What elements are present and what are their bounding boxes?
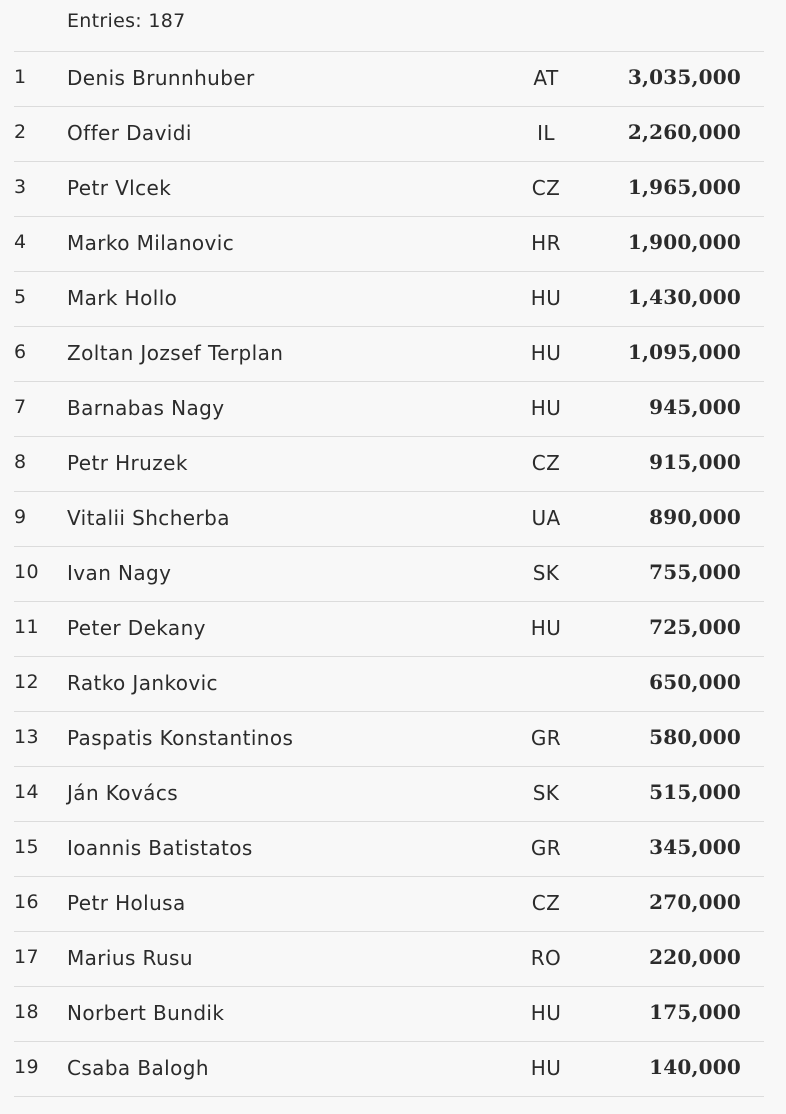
player-name-cell: Marko Milanovic (67, 231, 235, 255)
position-cell: 10 (14, 561, 39, 583)
table-row (14, 382, 764, 437)
table-row (14, 327, 764, 382)
country-cell: HU (530, 1056, 562, 1080)
prize-amount-cell: 650,000 (649, 670, 741, 694)
prize-amount-cell: 890,000 (649, 505, 741, 529)
position-cell: 19 (14, 1056, 39, 1078)
player-name-cell: Norbert Bundik (67, 1001, 225, 1025)
table-row (14, 932, 764, 987)
player-name-cell: Ratko Jankovic (67, 671, 218, 695)
entries-header (14, 0, 764, 52)
table-row (14, 547, 764, 602)
player-name-cell: Ioannis Batistatos (67, 836, 253, 860)
player-name-cell: Vitalii Shcherba (67, 506, 230, 530)
country-cell: CZ (531, 176, 561, 200)
position-cell: 7 (14, 396, 27, 418)
position-cell: 8 (14, 451, 27, 473)
player-name-cell: Ján Kovács (67, 781, 179, 805)
player-name-cell: Petr Holusa (67, 891, 186, 915)
position-cell: 15 (14, 836, 39, 858)
country-cell: AT (533, 66, 559, 90)
player-name-cell: Denis Brunnhuber (67, 66, 255, 90)
country-cell: HR (531, 231, 561, 255)
player-name-cell: Petr Vlcek (67, 176, 172, 200)
prize-amount-cell: 1,095,000 (627, 340, 741, 364)
table-row (14, 657, 764, 712)
position-cell: 18 (14, 1001, 39, 1023)
table-row (14, 107, 764, 162)
table-row (14, 602, 764, 657)
player-name-cell: Zoltan Jozsef Terplan (67, 341, 284, 365)
country-cell: UA (531, 506, 561, 530)
prize-amount-cell: 725,000 (649, 615, 741, 639)
table-row (14, 162, 764, 217)
entries-count: Entries: 187 (67, 10, 186, 32)
player-name-cell: Ivan Nagy (67, 561, 172, 585)
prize-amount-cell: 345,000 (649, 835, 741, 859)
country-cell: GR (530, 726, 562, 750)
country-cell: HU (530, 1001, 562, 1025)
prize-amount-cell: 945,000 (649, 395, 741, 419)
position-cell: 4 (14, 231, 27, 253)
country-cell: HU (530, 616, 562, 640)
prize-amount-cell: 220,000 (649, 945, 741, 969)
position-cell: 13 (14, 726, 39, 748)
country-cell: HU (530, 396, 562, 420)
prize-amount-cell: 3,035,000 (627, 65, 741, 89)
player-name-cell: Marius Rusu (67, 946, 193, 970)
position-cell: 17 (14, 946, 39, 968)
country-cell: IL (537, 121, 555, 145)
position-cell: 12 (14, 671, 39, 693)
table-row (14, 822, 764, 877)
position-cell: 5 (14, 286, 27, 308)
player-name-cell: Peter Dekany (67, 616, 206, 640)
table-row (14, 712, 764, 767)
position-cell: 1 (14, 66, 27, 88)
prize-amount-cell: 175,000 (649, 1000, 741, 1024)
player-name-cell: Paspatis Konstantinos (67, 726, 294, 750)
table-row (14, 767, 764, 822)
table-row (14, 217, 764, 272)
position-cell: 3 (14, 176, 27, 198)
country-cell: CZ (531, 891, 561, 915)
table-row (14, 52, 764, 107)
results-table (14, 0, 764, 1097)
country-cell: CZ (531, 451, 561, 475)
prize-amount-cell: 140,000 (649, 1055, 741, 1079)
prize-amount-cell: 2,260,000 (627, 120, 741, 144)
country-cell: SK (532, 781, 560, 805)
prize-amount-cell: 580,000 (649, 725, 741, 749)
table-row (14, 1042, 764, 1097)
table-row (14, 272, 764, 327)
player-name-cell: Csaba Balogh (67, 1056, 209, 1080)
player-name-cell: Mark Hollo (67, 286, 178, 310)
player-name-cell: Petr Hruzek (67, 451, 188, 475)
position-cell: 9 (14, 506, 27, 528)
prize-amount-cell: 270,000 (649, 890, 741, 914)
country-cell: SK (532, 561, 560, 585)
table-row (14, 877, 764, 932)
position-cell: 11 (14, 616, 39, 638)
table-row (14, 492, 764, 547)
prize-amount-cell: 1,965,000 (627, 175, 741, 199)
prize-amount-cell: 515,000 (649, 780, 741, 804)
prize-amount-cell: 1,900,000 (627, 230, 741, 254)
prize-amount-cell: 1,430,000 (627, 285, 741, 309)
prize-amount-cell: 915,000 (649, 450, 741, 474)
country-cell: HU (530, 341, 562, 365)
player-name-cell: Barnabas Nagy (67, 396, 225, 420)
prize-amount-cell: 755,000 (649, 560, 741, 584)
position-cell: 6 (14, 341, 27, 363)
player-name-cell: Offer Davidi (67, 121, 192, 145)
country-cell: GR (530, 836, 562, 860)
position-cell: 2 (14, 121, 27, 143)
country-cell: RO (530, 946, 562, 970)
table-row (14, 987, 764, 1042)
country-cell: HU (530, 286, 562, 310)
table-row (14, 437, 764, 492)
position-cell: 16 (14, 891, 39, 913)
position-cell: 14 (14, 781, 39, 803)
results-rows (14, 52, 764, 1097)
